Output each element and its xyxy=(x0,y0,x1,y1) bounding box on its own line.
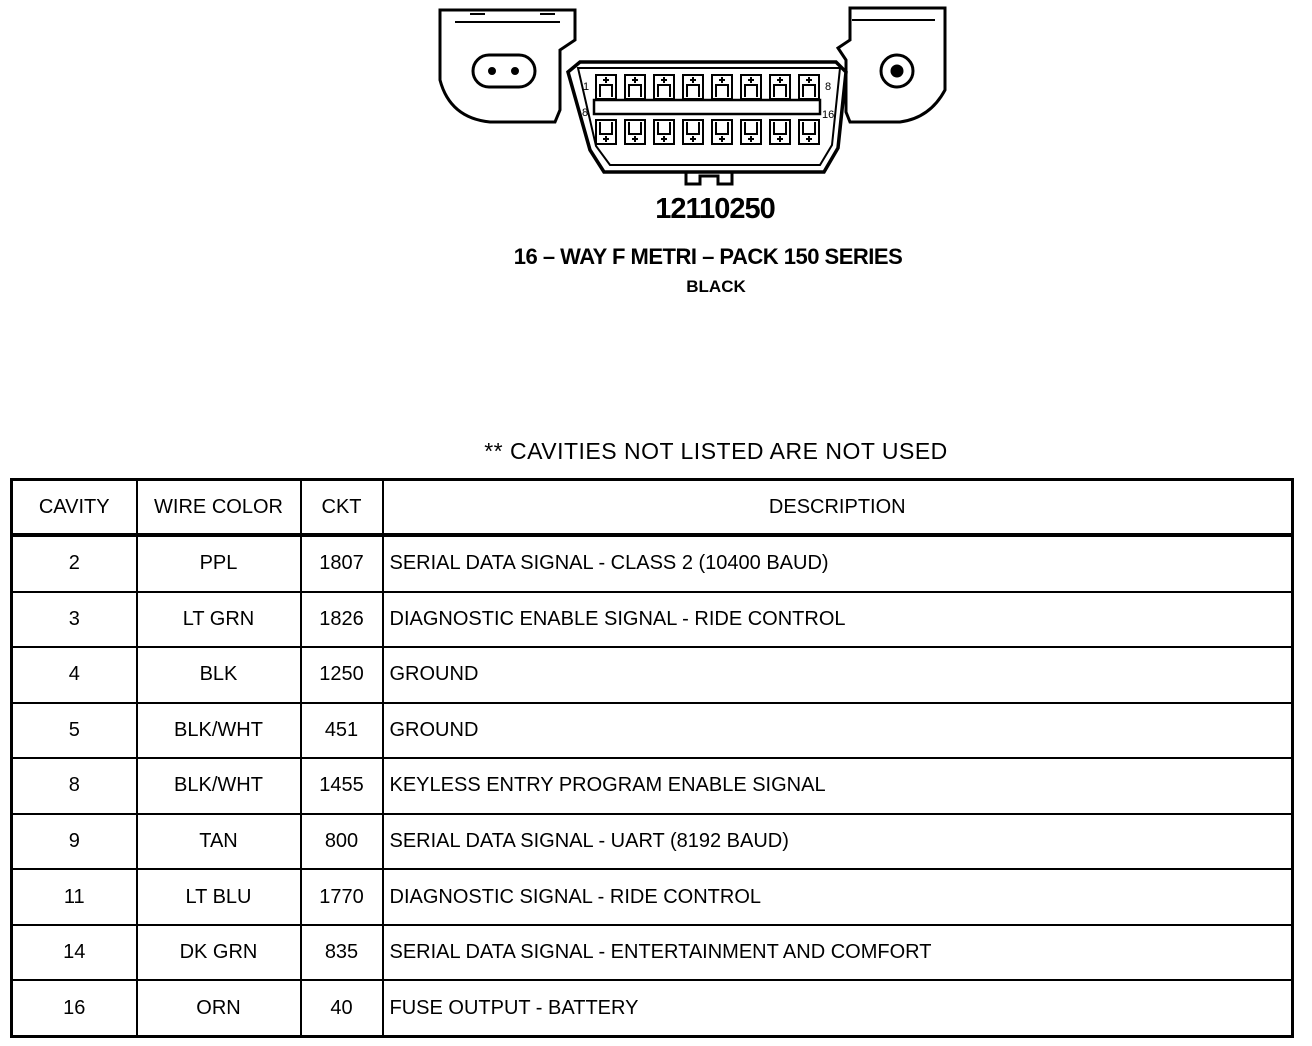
pin-row-bottom xyxy=(596,120,819,144)
pin-cavity xyxy=(770,75,790,99)
cavity-cell: 8 xyxy=(12,758,137,814)
ckt-cell: 1250 xyxy=(301,647,383,703)
connector-diagram xyxy=(430,2,960,192)
cavity-cell: 5 xyxy=(12,703,137,759)
wire-color-cell: TAN xyxy=(137,814,301,870)
wire-color-cell: LT GRN xyxy=(137,592,301,648)
pin-cavity xyxy=(596,75,616,99)
table-row xyxy=(12,758,1293,814)
description-cell: KEYLESS ENTRY PROGRAM ENABLE SIGNAL xyxy=(383,758,1293,814)
pin-cavity xyxy=(741,75,761,99)
pin-cavity xyxy=(799,120,819,144)
table-row xyxy=(12,703,1293,759)
pin-label-16: 16 xyxy=(822,109,835,121)
pin-cavity xyxy=(654,75,674,99)
cavity-cell: 3 xyxy=(12,592,137,648)
wire-color-cell: LT BLU xyxy=(137,869,301,925)
pin-cavity xyxy=(625,75,645,99)
description-cell: SERIAL DATA SIGNAL - UART (8192 BAUD) xyxy=(383,814,1293,870)
connector-part-number: 12110250 xyxy=(655,193,775,225)
cavity-cell: 14 xyxy=(12,925,137,981)
header-description: DESCRIPTION xyxy=(383,480,1293,536)
table-header-row xyxy=(12,480,1293,536)
pin-label-8-top: 8 xyxy=(825,81,832,93)
pin-cavity xyxy=(741,120,761,144)
cavity-cell: 2 xyxy=(12,535,137,592)
ckt-cell: 1770 xyxy=(301,869,383,925)
description-cell: GROUND xyxy=(383,703,1293,759)
wire-color-cell: PPL xyxy=(137,535,301,592)
description-cell: DIAGNOSTIC ENABLE SIGNAL - RIDE CONTROL xyxy=(383,592,1293,648)
header-cavity: CAVITY xyxy=(12,480,137,536)
connector-latch xyxy=(686,172,732,184)
pin-cavity xyxy=(712,120,732,144)
description-cell: DIAGNOSTIC SIGNAL - RIDE CONTROL xyxy=(383,869,1293,925)
table-row xyxy=(12,869,1293,925)
ckt-cell: 451 xyxy=(301,703,383,759)
header-ckt: CKT xyxy=(301,480,383,536)
ckt-cell: 800 xyxy=(301,814,383,870)
cavity-cell: 9 xyxy=(12,814,137,870)
table-row xyxy=(12,535,1293,592)
pin-cavity xyxy=(683,75,703,99)
table-row xyxy=(12,925,1293,981)
cavity-cell: 11 xyxy=(12,869,137,925)
right-mounting-ear xyxy=(838,8,945,122)
pin-cavity xyxy=(654,120,674,144)
left-mounting-slot xyxy=(473,55,535,87)
pin-cavity xyxy=(596,120,616,144)
ckt-cell: 40 xyxy=(301,980,383,1036)
table-row xyxy=(12,814,1293,870)
table-row xyxy=(12,647,1293,703)
ckt-cell: 1826 xyxy=(301,592,383,648)
connector-housing xyxy=(568,62,846,172)
pin-label-8-bottom: 8 xyxy=(582,107,589,119)
wire-color-cell: BLK/WHT xyxy=(137,758,301,814)
unused-cavities-note: ** CAVITIES NOT LISTED ARE NOT USED xyxy=(484,438,948,464)
table-row xyxy=(12,980,1293,1036)
wire-color-cell: DK GRN xyxy=(137,925,301,981)
cavity-cell: 4 xyxy=(12,647,137,703)
pin-label-1: 1 xyxy=(583,81,590,93)
pin-cavity xyxy=(799,75,819,99)
wire-color-cell: BLK/WHT xyxy=(137,703,301,759)
ckt-cell: 1807 xyxy=(301,535,383,592)
description-cell: FUSE OUTPUT - BATTERY xyxy=(383,980,1293,1036)
wire-color-cell: ORN xyxy=(137,980,301,1036)
pin-cavity xyxy=(712,75,732,99)
wire-color-cell: BLK xyxy=(137,647,301,703)
pin-cavity xyxy=(625,120,645,144)
description-cell: SERIAL DATA SIGNAL - CLASS 2 (10400 BAUD) xyxy=(383,535,1293,592)
description-cell: GROUND xyxy=(383,647,1293,703)
description-cell: SERIAL DATA SIGNAL - ENTERTAINMENT AND COMFORT xyxy=(383,925,1293,981)
cavity-cell: 16 xyxy=(12,980,137,1036)
header-wire-color: WIRE COLOR xyxy=(137,480,301,536)
ckt-cell: 1455 xyxy=(301,758,383,814)
ckt-cell: 835 xyxy=(301,925,383,981)
pin-cavity xyxy=(770,120,790,144)
cavity-table xyxy=(10,478,1294,1038)
left-mounting-ear xyxy=(440,10,575,122)
connector-color: BLACK xyxy=(686,277,746,296)
table-row xyxy=(12,592,1293,648)
pin-cavity xyxy=(683,120,703,144)
pin-row-top xyxy=(596,75,819,99)
connector-description: 16 – WAY F METRI – PACK 150 SERIES xyxy=(513,244,903,269)
